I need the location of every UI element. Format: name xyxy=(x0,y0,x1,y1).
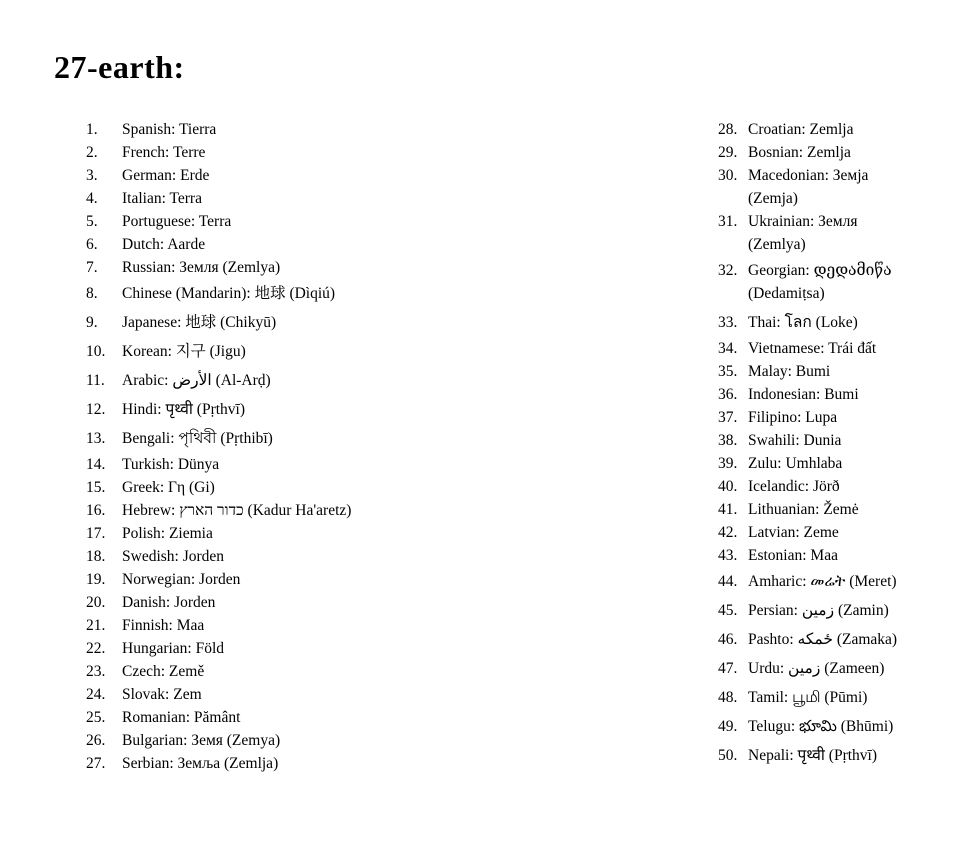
list-item xyxy=(86,545,676,568)
list-item-number: 8. xyxy=(86,285,98,302)
list-item-line: Urdu: زمین (Zameen) xyxy=(748,660,885,677)
list-item-number: 41. xyxy=(718,501,738,518)
list-item xyxy=(86,210,676,233)
list-item-number: 18. xyxy=(86,548,106,565)
list-item-line: Indonesian: Bumi xyxy=(748,386,859,403)
list-item-line: Greek: Γη (Gi) xyxy=(122,479,215,496)
list-item-text xyxy=(122,164,209,187)
list-item-number: 50. xyxy=(718,747,738,764)
list-item-line: Bengali: পৃথিবী (Pṛthibī) xyxy=(122,430,273,447)
list-item-text xyxy=(748,406,837,429)
language-list-right-column xyxy=(718,118,928,770)
list-item-text xyxy=(748,452,842,475)
list-item xyxy=(718,383,928,406)
list-item-number: 5. xyxy=(86,213,98,230)
list-item-number: 28. xyxy=(718,121,738,138)
list-item-text xyxy=(122,369,271,392)
list-item-line: Tamil: பூமி (Pūmi) xyxy=(748,689,868,706)
list-item-line: Chinese (Mandarin): 地球 (Dìqiú) xyxy=(122,285,336,302)
list-item-text xyxy=(122,729,280,752)
list-item-text xyxy=(748,311,858,334)
list-item-line: Russian: Земля (Zemlya) xyxy=(122,259,281,276)
list-item-line: Bosnian: Zemlja xyxy=(748,144,851,161)
list-item-number: 6. xyxy=(86,236,98,253)
list-item-text xyxy=(122,427,273,450)
list-item-text xyxy=(122,637,224,660)
list-item-line: Dutch: Aarde xyxy=(122,236,206,253)
list-item xyxy=(718,567,928,596)
list-item-text xyxy=(748,383,859,406)
list-item-number: 1. xyxy=(86,121,98,138)
list-item-text xyxy=(122,706,240,729)
list-item-text xyxy=(748,429,841,452)
list-item-number: 46. xyxy=(718,631,738,648)
list-item-text xyxy=(748,164,868,210)
list-item-line: Hebrew: כדור הארץ (Kadur Ha'aretz) xyxy=(122,502,352,519)
list-item-text xyxy=(122,118,216,141)
list-item-text xyxy=(748,715,893,738)
list-item-line: Lithuanian: Žemė xyxy=(748,501,859,518)
list-item-number: 10. xyxy=(86,343,106,360)
list-item-number: 43. xyxy=(718,547,738,564)
list-item-text xyxy=(122,141,205,164)
list-item-line: Nepali: पृथ्वी (Pṛthvī) xyxy=(748,747,878,764)
list-item-line: Croatian: Zemlja xyxy=(748,121,854,138)
list-item xyxy=(718,141,928,164)
list-item-line: Ukrainian: Земля xyxy=(748,213,858,230)
list-item-line: Thai: โลก (Loke) xyxy=(748,314,858,331)
list-item-number: 34. xyxy=(718,340,738,357)
list-item-number: 29. xyxy=(718,144,738,161)
list-item-line: Estonian: Maa xyxy=(748,547,838,564)
list-item xyxy=(86,337,676,366)
list-item-number: 38. xyxy=(718,432,738,449)
list-item-text xyxy=(122,311,276,334)
list-item-text xyxy=(748,498,859,521)
list-item xyxy=(718,452,928,475)
list-item xyxy=(86,395,676,424)
list-item-line: Slovak: Zem xyxy=(122,686,202,703)
list-item-text xyxy=(122,256,280,279)
list-item xyxy=(86,366,676,395)
list-item-line: Spanish: Tierra xyxy=(122,121,217,138)
list-item-number: 9. xyxy=(86,314,98,331)
list-item-line: Persian: زمین (Zamin) xyxy=(748,602,889,619)
list-item xyxy=(86,118,676,141)
list-item-number: 27. xyxy=(86,755,106,772)
list-item-number: 4. xyxy=(86,190,98,207)
list-item-text xyxy=(122,545,224,568)
list-item xyxy=(86,614,676,637)
list-item-line: Finnish: Maa xyxy=(122,617,205,634)
list-item-text xyxy=(748,521,839,544)
list-item-line: Swahili: Dunia xyxy=(748,432,842,449)
list-item-text xyxy=(748,744,877,767)
list-item-line: Portuguese: Terra xyxy=(122,213,232,230)
list-item-line: Hindi: पृथ्वी (Pṛthvī) xyxy=(122,401,246,418)
list-item xyxy=(718,256,928,308)
language-list-left-column xyxy=(86,118,676,775)
list-item xyxy=(718,741,928,770)
list-item xyxy=(86,706,676,729)
list-item xyxy=(86,279,676,308)
list-item-number: 21. xyxy=(86,617,106,634)
list-item-text xyxy=(122,210,231,233)
list-item-number: 42. xyxy=(718,524,738,541)
list-item-text xyxy=(748,259,892,305)
list-item-text xyxy=(748,141,851,164)
list-item-text xyxy=(748,657,884,680)
list-item-text xyxy=(748,686,867,709)
list-item-number: 47. xyxy=(718,660,738,677)
list-item-line: Latvian: Zeme xyxy=(748,524,839,541)
list-item-number: 13. xyxy=(86,430,106,447)
list-item-line: Romanian: Pământ xyxy=(122,709,241,726)
list-item-number: 44. xyxy=(718,573,738,590)
list-item-line: Malay: Bumi xyxy=(748,363,831,380)
list-item xyxy=(86,591,676,614)
list-item-text xyxy=(748,360,830,383)
list-item-number: 39. xyxy=(718,455,738,472)
list-item xyxy=(718,544,928,567)
list-item-line: German: Erde xyxy=(122,167,210,184)
list-item-text xyxy=(748,570,897,593)
list-item-number: 7. xyxy=(86,259,98,276)
list-item-line: (Zemja) xyxy=(748,190,798,207)
list-item xyxy=(86,453,676,476)
list-item-line: Macedonian: Земја xyxy=(748,167,869,184)
list-item xyxy=(86,522,676,545)
list-item-number: 33. xyxy=(718,314,738,331)
list-item-number: 15. xyxy=(86,479,106,496)
list-item-number: 17. xyxy=(86,525,106,542)
list-item-line: Danish: Jorden xyxy=(122,594,216,611)
list-item-line: Italian: Terra xyxy=(122,190,202,207)
list-item-number: 20. xyxy=(86,594,106,611)
list-item-line: Georgian: დედამიწა xyxy=(748,262,892,279)
list-item-line: Korean: 지구 (Jigu) xyxy=(122,343,246,360)
page-title: 27-earth: xyxy=(54,49,185,85)
list-item-text xyxy=(748,475,840,498)
list-item xyxy=(718,164,928,210)
list-item xyxy=(718,360,928,383)
list-item-text xyxy=(122,282,335,305)
list-item-line: French: Terre xyxy=(122,144,206,161)
list-item-text xyxy=(122,522,213,545)
list-item xyxy=(86,752,676,775)
list-item-line: Polish: Ziemia xyxy=(122,525,213,542)
list-item xyxy=(718,210,928,256)
list-item xyxy=(718,406,928,429)
list-item xyxy=(86,187,676,210)
list-item xyxy=(86,637,676,660)
list-item-number: 12. xyxy=(86,401,106,418)
list-item-text xyxy=(122,340,246,363)
list-item-number: 24. xyxy=(86,686,106,703)
list-item-number: 11. xyxy=(86,372,105,389)
list-item-text xyxy=(122,187,202,210)
list-item-line: Czech: Země xyxy=(122,663,205,680)
list-item-line: Turkish: Dünya xyxy=(122,456,220,473)
list-item-line: (Dedamiṭsa) xyxy=(748,285,825,302)
list-item-text xyxy=(122,752,278,775)
list-item-line: (Zemlya) xyxy=(748,236,806,253)
list-item xyxy=(86,568,676,591)
list-item-number: 22. xyxy=(86,640,106,657)
list-item-line: Pashto: ځمکه (Zamaka) xyxy=(748,631,898,648)
list-item-number: 36. xyxy=(718,386,738,403)
list-item-text xyxy=(122,453,219,476)
list-item xyxy=(86,499,676,522)
list-item-number: 45. xyxy=(718,602,738,619)
list-item-number: 37. xyxy=(718,409,738,426)
list-item-text xyxy=(122,398,245,421)
list-item-text xyxy=(748,337,876,360)
list-item-line: Amharic: መሬት (Meret) xyxy=(748,573,897,590)
list-item-text xyxy=(122,499,351,522)
list-item-number: 48. xyxy=(718,689,738,706)
list-item-text xyxy=(748,118,853,141)
list-item-number: 35. xyxy=(718,363,738,380)
list-item xyxy=(718,429,928,452)
list-item xyxy=(86,683,676,706)
list-item xyxy=(86,141,676,164)
list-item-text xyxy=(748,544,838,567)
list-item xyxy=(718,498,928,521)
list-item xyxy=(718,475,928,498)
list-item-text xyxy=(748,599,889,622)
list-item-number: 3. xyxy=(86,167,98,184)
list-item-line: Filipino: Lupa xyxy=(748,409,838,426)
list-item xyxy=(86,424,676,453)
list-item-line: Bulgarian: Земя (Zemya) xyxy=(122,732,281,749)
list-item-line: Swedish: Jorden xyxy=(122,548,225,565)
list-item xyxy=(86,476,676,499)
list-item-line: Telugu: భూమి (Bhūmi) xyxy=(748,718,894,735)
list-item xyxy=(86,233,676,256)
list-item xyxy=(718,596,928,625)
list-item-line: Icelandic: Jörð xyxy=(748,478,840,495)
list-item-text xyxy=(122,614,204,637)
list-item xyxy=(718,337,928,360)
list-item-line: Norwegian: Jorden xyxy=(122,571,241,588)
list-item-line: Hungarian: Föld xyxy=(122,640,225,657)
list-item-text xyxy=(122,683,202,706)
list-item-line: Serbian: Земља (Zemlja) xyxy=(122,755,279,772)
list-item-text xyxy=(122,476,215,499)
list-item-number: 2. xyxy=(86,144,98,161)
list-item-number: 31. xyxy=(718,213,738,230)
list-item xyxy=(718,118,928,141)
list-item-text xyxy=(122,568,240,591)
list-item-text xyxy=(748,210,857,256)
list-item xyxy=(718,683,928,712)
list-item xyxy=(86,164,676,187)
list-item-number: 30. xyxy=(718,167,738,184)
list-item xyxy=(718,712,928,741)
list-item-number: 26. xyxy=(86,732,106,749)
list-item-text xyxy=(748,628,897,651)
list-item-number: 16. xyxy=(86,502,106,519)
list-item xyxy=(86,660,676,683)
list-item-number: 23. xyxy=(86,663,106,680)
list-item-number: 25. xyxy=(86,709,106,726)
list-item xyxy=(718,654,928,683)
list-item xyxy=(718,625,928,654)
list-item-number: 49. xyxy=(718,718,738,735)
list-item-line: Japanese: 地球 (Chikyū) xyxy=(122,314,277,331)
list-item-text xyxy=(122,591,215,614)
list-item xyxy=(718,308,928,337)
list-item-text xyxy=(122,233,205,256)
list-item-line: Vietnamese: Trái đất xyxy=(748,340,877,357)
list-item-number: 32. xyxy=(718,262,738,279)
list-item-number: 40. xyxy=(718,478,738,495)
list-item xyxy=(86,308,676,337)
list-item-number: 19. xyxy=(86,571,106,588)
list-item xyxy=(718,521,928,544)
list-item-text xyxy=(122,660,204,683)
list-item xyxy=(86,256,676,279)
list-item-line: Zulu: Umhlaba xyxy=(748,455,843,472)
list-item-number: 14. xyxy=(86,456,106,473)
list-item-line: Arabic: الأرض (Al-Arḍ) xyxy=(122,372,271,389)
list-item xyxy=(86,729,676,752)
